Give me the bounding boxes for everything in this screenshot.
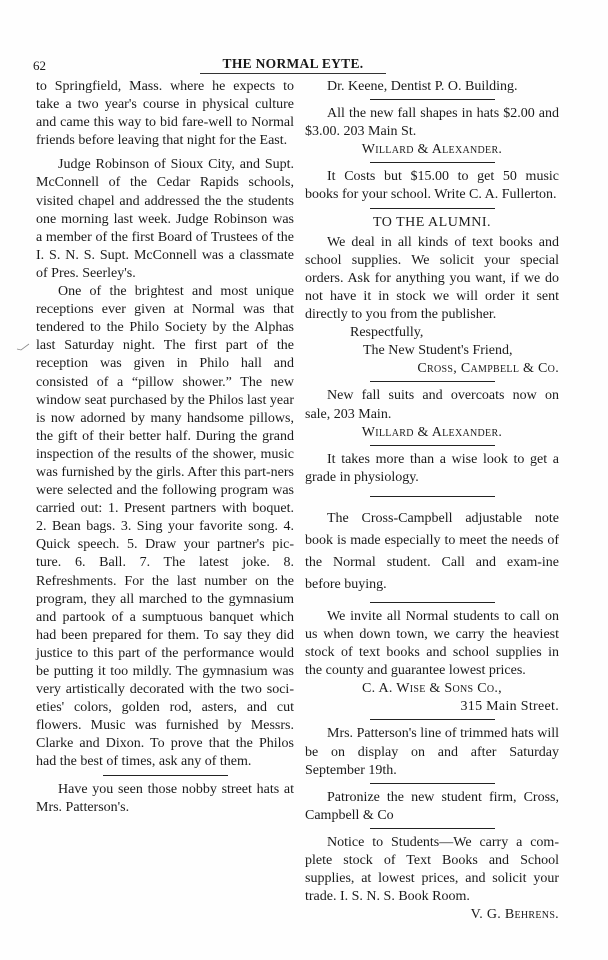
article-judge-robinson: Judge Robinson of Sioux City, and Supt. McConnell of the Cedar Rapids schools, visited chapel and addressed the the students one morning last week. Judge Robinson was a member of the first Board of Trustees of the I. S. N. S. Supt. McConnell was a classmate of Pres. Seerley's. (36, 157, 294, 281)
divider-rule (370, 828, 495, 829)
divider-rule (370, 496, 495, 497)
alumni-signature: Cross, Campbell & Co. (417, 361, 559, 377)
ad-fall-hats-signature: Willard & Alexander. (361, 142, 503, 158)
running-head: THE NORMAL EYTE. (200, 56, 386, 74)
divider-rule (370, 719, 495, 720)
ad-wise-sons: We invite all Normal students to call on us when down town, we carry the heaviest stock of text books and school supplies in the county and guarantee lowest prices. (305, 608, 559, 679)
notice-physiology: It takes more than a wise look to get a grade in physiology. (305, 451, 559, 485)
right-column (305, 78, 559, 924)
divider-rule (370, 783, 495, 784)
ad-music-books: It Costs but $15.00 to get 50 music books for your school. Write C. A. Fullerton. (305, 169, 559, 203)
ad-trimmed-hats: Mrs. Patterson's line of trimmed hats will be on display on and after Saturday September 19th. (305, 726, 559, 778)
page-number: 62 (33, 58, 46, 73)
alumni-heading: TO THE ALUMNI. (372, 214, 492, 230)
ad-student-firm: Patronize the new student firm, Cross, Campbell & Co (305, 789, 559, 823)
notice-nobby-hats: Have you seen those nobby street hats at Mrs. Patterson's. (36, 781, 294, 815)
divider-rule (103, 775, 228, 776)
article-philo-reception: One of the brightest and most unique receptions ever given at Normal was that tendered to the Philo Society by the Alphas last Saturday night. The first part of the reception was given in Philo hall and consisted of a “pillow shower.” The new window seat purchased by the Philos last year is now adorned by many handsome pillows, the gift of their better half. During the grand inspection of the results of the shower, music was furnished by the girls. After this part-ners were selected and the following program was carried out: 1. Present partners with boquet. 2. Bean bags. 3. Sing your favorite song. 4. Quick speech. 5. Draw your partner's pic-ture. 6. Ball. 7. The latest joke. 8. Refreshments. For the last number on the program, they all marched to the gymnasium and partook of a sumptuous banquet which had been prepared for them. To say they did justice to this part of the performance would be putting it too mildly. The gymnasium was very artistically decorated with the two soci-eties' colors, golden rod, asters, and cut flowers. Music was furnished by Messrs. Clarke and Dixon. To prove that the Philos had the best of times, ask any of them. (36, 284, 294, 770)
article-continuation: to Springfield, Mass. where he expects to take a two year's course in physical culture and came this way to bid fare-well to Normal friends before leaving that night for the East. (36, 79, 294, 149)
ad-dentist: Dr. Keene, Dentist P. O. Building. (327, 79, 518, 94)
ad-suits-overcoats: New fall suits and overcoats now on sale, 203 Main. (305, 388, 559, 422)
divider-rule (370, 162, 495, 163)
divider-rule (370, 99, 495, 100)
ad-fall-hats: All the new fall shapes in hats $2.00 and $3.00. 203 Main St. (305, 106, 559, 140)
book-room-signature: V. G. Behrens. (470, 907, 559, 923)
alumni-body: We deal in all kinds of text books and school supplies. We solicit your special orders. Ask for anything you want, if we do not have it in stock we will order it sent directly to you from the publisher. (305, 234, 559, 323)
ad-note-book: The Cross-Campbell adjustable note book is made especially to meet the needs of the Normal student. Call and exam-ine before buying. (305, 510, 559, 592)
divider-rule (370, 602, 495, 603)
pencil-check-mark-icon (16, 343, 30, 351)
ad-wise-sons-signature: C. A. Wise & Sons Co., (362, 681, 502, 697)
alumni-friend: The New Student's Friend, (363, 343, 513, 359)
divider-rule (370, 445, 495, 446)
notice-book-room: Notice to Students—We carry a com-plete stock of Text Books and School supplies, at lowest prices, and solicit your trade. I. S. N. S. Book Room. (305, 834, 559, 905)
left-column (36, 78, 294, 817)
ad-suits-signature: Willard & Alexander. (361, 424, 503, 440)
divider-rule (370, 208, 495, 209)
alumni-closing: Respectfully, (350, 325, 424, 341)
ad-wise-sons-address: 315 Main Street. (460, 699, 559, 715)
divider-rule (370, 381, 495, 382)
